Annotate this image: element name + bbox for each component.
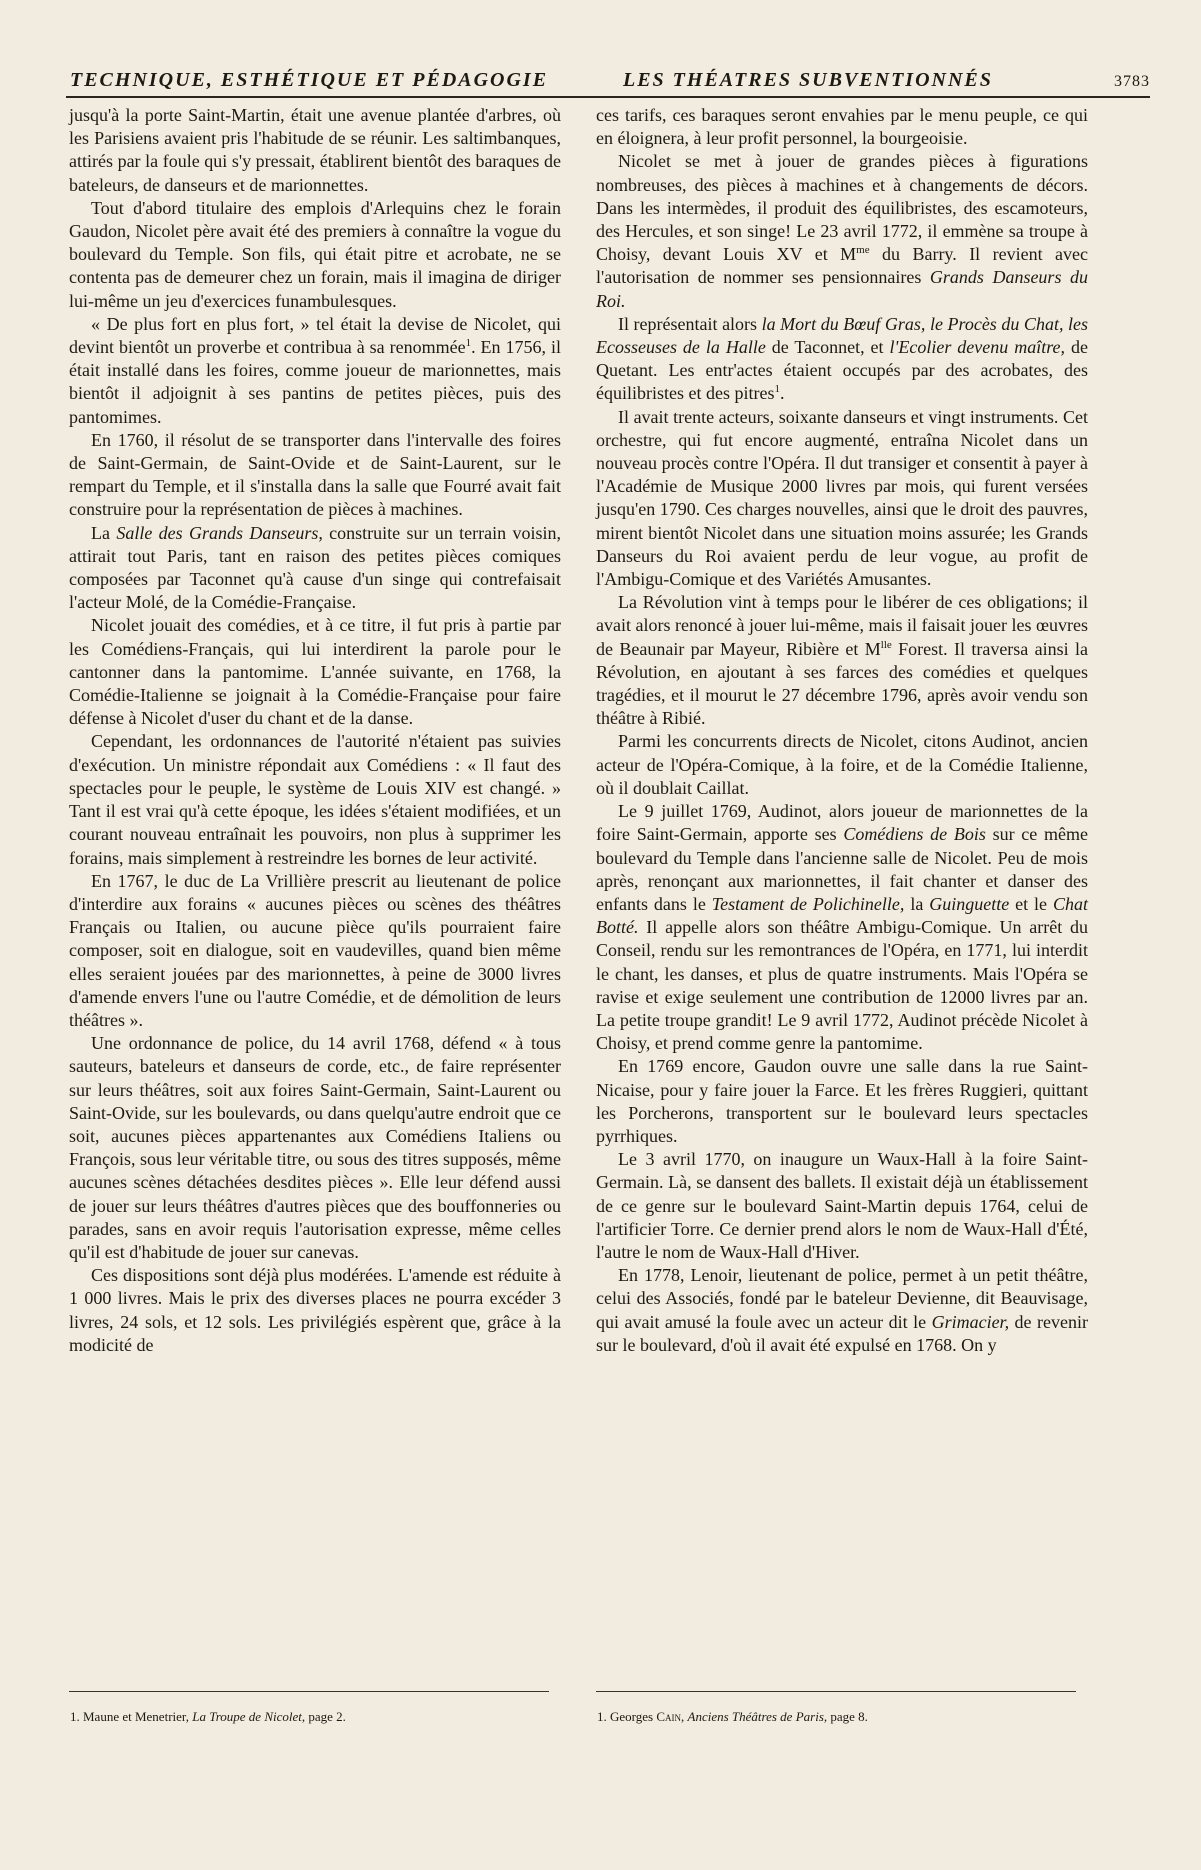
header-rule — [66, 96, 1150, 98]
paragraph: ces tarifs, ces baraques seront envahies par le menu peuple, ce qui en éloignera, à leur profit personnel, la bourgeoisie. — [596, 105, 1088, 149]
footnote-rule-left — [69, 1691, 549, 1692]
paragraph: Parmi les concurrents directs de Nicolet, citons Audinot, ancien acteur de l'Opéra-Comique, à la foire, et de la Comédie Italienne, où il doublait Caillat. — [596, 731, 1088, 798]
italic-title: Testament de Polichinelle, — [711, 893, 905, 914]
paragraph: La Révolution vint à temps pour le libérer de ces obligations; il avait alors renoncé à jouer lui-même, mais il faisait jouer les œuvres de Beaunair par Mayeur, Ribière et $M^{lle}$ Forest. Il traversa ainsi la Révolution, en ajoutant à ses farces des comédies et quelques tragédies, et il mourut le 27 décembre 1796, après avoir vendu son théâtre à Ribié. — [596, 592, 1088, 729]
paragraph: jusqu'à la porte Saint-Martin, était une avenue plantée d'arbres, où les Parisiens avaient pris l'habitude de se réunir. Les saltimbanques, attirés par la foule qui s'y pressait, établirent bientôt des baraques de bateleurs, de danseurs et de marionnettes. — [69, 105, 561, 195]
footnote-right: 1. Georges Cain, Anciens Théâtres de Paris, page 8. — [597, 1709, 868, 1724]
paragraph: Cependant, les ordonnances de l'autorité n'étaient pas suivies d'exécution. Un ministre répondait aux Comédiens : « Il faut des spectacles pour le peuple, le système de Louis XIV est changé. » Tant il est vrai qu'à cette époque, les idées s'étaient modifiées, et un courant nouveau entraînait les pouvoirs, non plus à supprimer les forains, mais simplement à restreindre les bornes de leur activité. — [69, 731, 561, 868]
paragraph: « De plus fort en plus fort, » tel était la devise de Nicolet, qui devint bientôt un proverbe et contribua à sa renommée$^1$. En 1756, il était installé dans les foires, comme joueur de marionnettes, mais bientôt il adjoignit à ses pantins de petites pièces, puis des pantomimes. — [69, 313, 561, 427]
italic-title: la Mort du Bœuf Gras, le Procès du Chat, les Ecosseuses de la Halle — [596, 313, 1088, 358]
paragraph: Il avait trente acteurs, soixante danseurs et vingt instruments. Cet orchestre, qui fut encore augmenté, entraîna Nicolet dans un nouveau procès contre l'Opéra. Il dut transiger et consentit à payer à l'Académie de Musique 2000 livres par mois, qui furent versées jusqu'en 1790. Ces charges nouvelles, ainsi que le droit des pauvres, mirent bientôt Nicolet dans une situation moins assurée; les Grands Danseurs du Roi avaient perdu de leur vogue, au profit de l'Ambigu-Comique et des Variétés Amusantes. — [596, 406, 1088, 590]
italic-title: Grimacier, — [931, 1311, 1010, 1332]
paragraph: En 1778, Lenoir, lieutenant de police, permet à un petit théâtre, celui des Associés, fondé par le bateleur Devienne, dit Beauvisage, qui avait amusé la foule avec un acteur dit le Grimacier, de revenir sur le boulevard, d'où il avait été expulsé en 1768. On y — [596, 1265, 1088, 1355]
italic-title: Salle des Grands Danseurs, — [116, 522, 323, 543]
paragraph: Le 3 avril 1770, on inaugure un Waux-Hall à la foire Saint-Germain. Là, se dansent des ballets. Il existait déjà un établissement de ce genre sur le boulevard Saint-Martin depuis 1764, celui de l'artificier Torre. Ce dernier prend alors le nom de Waux-Hall d'Été, l'autre le nom de Waux-Hall d'Hiver. — [596, 1149, 1088, 1262]
paragraph: Ces dispositions sont déjà plus modérées. L'amende est réduite à 1 000 livres. Mais le prix des diverses places ne pourra excéder 3 livres, 24 sols, et 12 sols. Les privilégiés espèrent que, grâce à la modicité de — [69, 1265, 561, 1355]
paragraph: La Salle des Grands Danseurs, construite sur un terrain voisin, attirait tout Paris, tant en raison des petites pièces comiques composées par Taconnet qu'à cause d'un singe qui contrefaisait l'acteur Molé, de la Comédie-Française. — [69, 522, 561, 613]
running-header — [70, 68, 1150, 94]
paragraph: Le 9 juillet 1769, Audinot, alors joueur de marionnettes de la foire Saint-Germain, apporte ses Comédiens de Bois sur ce même boulevard du Temple dans l'ancienne salle de Nicolet. Peu de mois après, renonçant aux marionnettes, il fait chanter et danser des enfants dans le Testament de Polichinelle, la Guinguette et le Chat Botté. Il appelle alors son théâtre Ambigu-Comique. Un arrêt du Conseil, rendu sur les remontrances de l'Opéra, en 1771, lui interdit le chant, les danses, et plus de quatre instruments. Mais l'Opéra se ravise et exige seulement une contribution de 12000 livres par an. La petite troupe grandit! Le 9 avril 1772, Audinot précède Nicolet à Choisy, et prend comme genre la pantomime. — [596, 801, 1088, 1054]
italic-title: Comédiens de Bois — [843, 824, 986, 845]
footnote-ref: 1 — [774, 383, 780, 396]
footnote-left: 1. Maune et Menetrier, La Troupe de Nicolet, page 2. — [70, 1709, 346, 1724]
paragraph: Une ordonnance de police, du 14 avril 1768, défend « à tous sauteurs, bateleurs et danseurs de corde, etc., de faire représenter sur leurs théâtres, soit aux foires Saint-Germain, Saint-Laurent ou Saint-Ovide, sur les boulevards, ou dans quelqu'autre endroit que ce soit, aucunes pièces appartenantes aux Comédiens Italiens ou François, sous leur véritable titre, ou sous des titres supposés, même aucunes scènes détachées desdites pièces ». Elle leur défend aussi de jouer sur leurs théâtres d'autres pièces que des bouffonneries ou parades, sans en avoir requis l'autorisation expresse, même celles qu'il est d'habitude de jouer sur canevas. — [69, 1033, 561, 1262]
paragraph: En 1769 encore, Gaudon ouvre une salle dans la rue Saint-Nicaise, pour y faire jouer la Farce. Et les frères Ruggieri, quittant les Porcherons, transportent sur le boulevard leurs spectacles pyrrhiques. — [596, 1056, 1088, 1146]
italic-title: Grands Danseurs du Roi. — [596, 267, 1088, 311]
right-column — [596, 104, 1088, 1357]
left-column — [69, 104, 561, 1357]
italic-title: Chat Botté. — [596, 893, 1088, 938]
header-right-title: LES THÉATRES SUBVENTIONNÉS — [623, 69, 993, 91]
header-left-title: TECHNIQUE, ESTHÉTIQUE ET PÉDAGOGIE — [70, 69, 549, 91]
footnote-ref: 1 — [465, 337, 472, 350]
paragraph: En 1760, il résolut de se transporter dans l'intervalle des foires de Saint-Germain, de Saint-Ovide et de Saint-Laurent, sur le rempart du Temple, et il s'installa dans la salle que Fourré avait fait construire pour la représentation de pièces à machines. — [69, 429, 561, 520]
paragraph: Nicolet se met à jouer de grandes pièces à figurations nombreuses, des pièces à machines et à changements de décors. Dans les intermèdes, il produit des équilibristes, des escamoteurs, des Hercules, et son singe! Le 23 avril 1772, il emmène sa troupe à Choisy, devant Louis XV et $M^{me}$ du Barry. Il revient avec l'autorisation de nommer ses pensionnaires Grands Danseurs du Roi. — [596, 151, 1088, 311]
paragraph: Il représentait alors la Mort du Bœuf Gras, le Procès du Chat, les Ecosseuses de la Halle de Taconnet, et l'Ecolier devenu maître, de Quetant. Les entr'actes étaient occupés par des acrobates, des équilibristes et des pitres$^1$. — [596, 313, 1088, 404]
paragraph: En 1767, le duc de La Vrillière prescrit au lieutenant de police d'interdire aux forains « aucunes pièces ou scènes des théâtres Français ou Italien, ou aucune pièce qu'ils pourraient faire composer, soit en dialogue, soit en vaudevilles, quand bien même elles seraient jouées par des marionnettes, à peine de 3000 livres d'amende envers l'une ou l'autre Comédie, et de démolition de leurs théâtres ». — [69, 870, 561, 1030]
italic-title: Guinguette — [929, 893, 1010, 914]
paragraph: Nicolet jouait des comédies, et à ce titre, il fut pris à partie par les Comédiens-Français, qui lui interdirent la parole pour le cantonner dans la pantomime. L'année suivante, en 1768, la Comédie-Italienne se joignait à la Comédie-Française pour faire défense à Nicolet d'user du chant et de la danse. — [69, 615, 561, 729]
italic-title: l'Ecolier devenu maître, — [889, 337, 1066, 358]
paragraph: Tout d'abord titulaire des emplois d'Arlequins chez le forain Gaudon, Nicolet père avait été des premiers à connaître la vogue du boulevard du Temple. Son fils, qui était pitre et acrobate, ne se contenta pas de demeurer chez un forain, mais il imagina de diriger lui-même un jeu d'exercices funambulesques. — [69, 197, 561, 311]
footnote-rule-right — [596, 1691, 1076, 1692]
page-number: 3783 — [1114, 73, 1150, 90]
